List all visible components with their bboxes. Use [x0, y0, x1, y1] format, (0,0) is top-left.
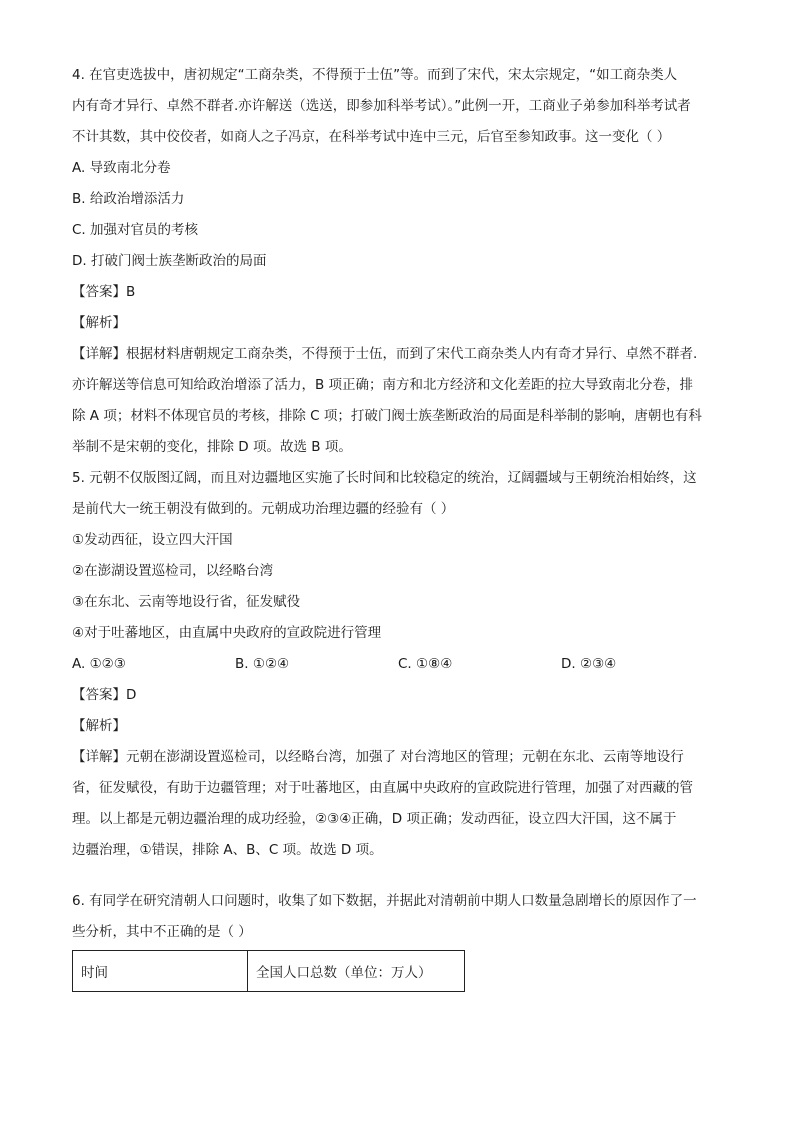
question-4-detail [72, 339, 724, 463]
question-4-option-c: C. 加强对官员的考核 [72, 222, 199, 238]
table-header-time: 时间 [73, 951, 248, 992]
question-5-item-3: ③在东北、云南等地设行省，征发赋役 [72, 594, 301, 610]
question-6-stem-line: 6. 有同学在研究清朝人口问题时，收集了如下数据，并据此对清朝前中期人口数量急剧增长的原因作了一 [72, 893, 697, 909]
question-4-option-d: D. 打破门阀士族垄断政治的局面 [72, 253, 267, 269]
question-5-detail-line: 理。以上都是元朝边疆治理的成功经验，②③④正确，D 项正确；发动西征，设立四大汗国，这不属于 [72, 811, 677, 827]
table-header-population: 全国人口总数（单位：万人） [248, 951, 465, 992]
question-6-stem-line: 些分析，其中不正确的是（ ） [72, 924, 252, 940]
question-6 [72, 886, 724, 992]
question-5-option-d: D. ②③④ [561, 656, 617, 672]
question-5-item-1: ①发动西征，设立四大汗国 [72, 532, 233, 548]
question-5-detail-line: 【详解】元朝在澎湖设置巡检司，以经略台湾，加强了 对台湾地区的管理；元朝在东北、云南等地设行 [72, 749, 684, 765]
question-5-analysis-heading: 【解析】 [72, 718, 126, 734]
question-4-option-a: A. 导致南北分卷 [72, 160, 171, 176]
question-5-detail-line: 省，征发赋役，有助于边疆管理；对于吐蕃地区，由直属中央政府的宣政院进行管理，加强了对西藏的管 [72, 780, 693, 796]
question-4-stem [72, 60, 724, 153]
question-5-option-b: B. ①②④ [235, 656, 290, 672]
table-header-row [73, 951, 465, 992]
question-4-detail-line: 举制不是宋朝的变化，排除 D 项。故选 B 项。 [72, 439, 352, 455]
population-table [72, 950, 465, 992]
question-4-detail-line: 亦许解送等信息可知给政治增添了活力，B 项正确；南方和北方经济和文化差距的拉大导致南北分卷，排 [72, 377, 694, 393]
question-5-options [72, 649, 724, 680]
question-5-detail-line: 边疆治理，①错误，排除 A、B、C 项。故选 D 项。 [72, 842, 383, 858]
question-4-analysis-heading: 【解析】 [72, 315, 126, 331]
section-gap [72, 866, 724, 886]
question-4-stem-line: 不计其数，其中佼佼者，如商人之子冯京，在科举考试中连中三元，后官至参知政事。这一变化（ ） [72, 129, 671, 145]
question-4-detail-line: 除 A 项；材料不体现官员的考核，排除 C 项；打破门阀士族垄断政治的局面是科举制的影响，唐朝也有科 [72, 408, 702, 424]
question-5-detail [72, 742, 724, 866]
question-4 [72, 60, 724, 463]
question-4-stem-line: 4. 在官吏选拔中，唐初规定“工商杂类，不得预于士伍”等。而到了宋代，宋太宗规定，“如工商杂类人 [72, 67, 678, 83]
question-4-stem-line: 内有奇才异行、卓然不群者.亦许解送（选送，即参加科举考试）。”此例一开，工商业子弟参加科举考试者 [72, 98, 691, 114]
question-5-item-4: ④对于吐蕃地区，由直属中央政府的宣政院进行管理 [72, 625, 382, 641]
question-5-option-a: A. ①②③ [72, 656, 126, 672]
question-5-stem-line: 是前代大一统王朝没有做到的。元朝成功治理边疆的经验有（ ） [72, 501, 455, 517]
document-page [72, 60, 724, 992]
question-5 [72, 463, 724, 866]
question-4-option-b: B. 给政治增添活力 [72, 191, 185, 207]
question-4-detail-line: 【详解】根据材料唐朝规定工商杂类，不得预于士伍，而到了宋代工商杂类人内有奇才异行、卓然不群者. [72, 346, 698, 362]
question-5-stem-line: 5. 元朝不仅版图辽阔，而且对边疆地区实施了长时间和比较稳定的统治，辽阔疆域与王朝统治相始终，这 [72, 470, 697, 486]
question-5-answer: 【答案】D [72, 687, 137, 703]
question-5-item-2: ②在澎湖设置巡检司，以经略台湾 [72, 563, 274, 579]
question-4-answer: 【答案】B [72, 284, 136, 300]
question-5-option-c: C. ①⑧④ [398, 656, 453, 672]
